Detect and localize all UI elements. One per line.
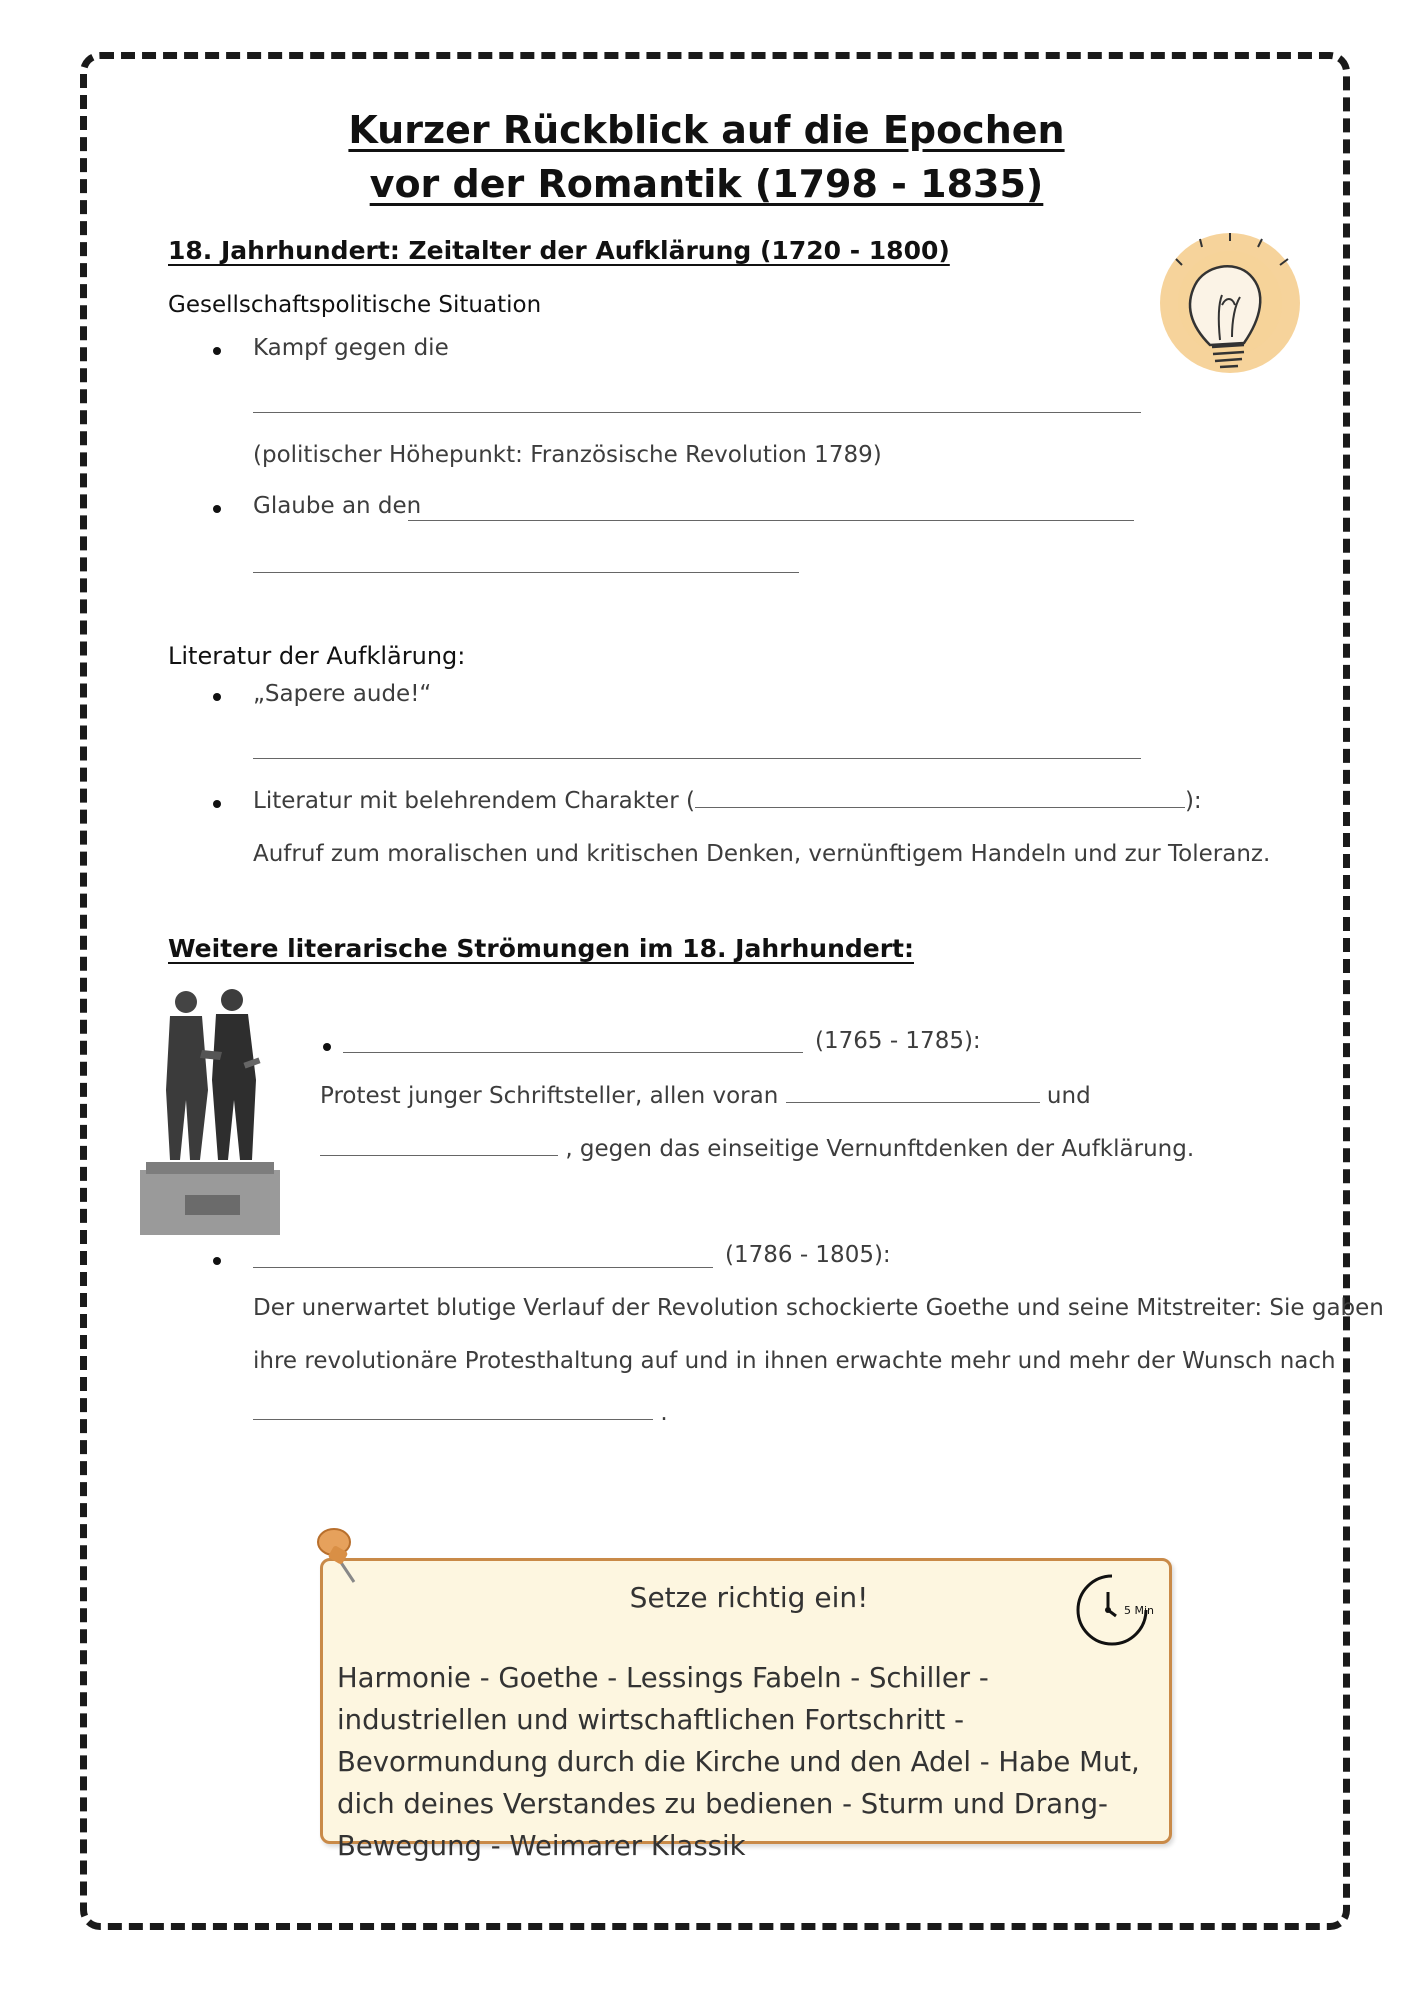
bullet (213, 505, 221, 513)
toleranz-line: Aufruf zum moralischen und kritischen Denken, vernünftigem Handeln und zur Toleranz. (253, 841, 1271, 867)
answer-blank[interactable] (253, 412, 1141, 413)
revolution-line: Der unerwartet blutige Verlauf der Revolution schockierte Goethe und seine Mitstreiter: Sie gaben (253, 1295, 1384, 1321)
vernunft-line: , gegen das einseitige Vernunftdenken der Aufklärung. (320, 1136, 1194, 1162)
page-title-line1: Kurzer Rückblick auf die Epochen (348, 108, 1065, 152)
page-title-line2: vor der Romantik (1798 - 1835) (369, 162, 1044, 206)
protest-line: Protest junger Schriftsteller, allen voran und (320, 1083, 1091, 1109)
word-bank-note (320, 1558, 1172, 1862)
bullet (213, 693, 221, 701)
bullet-glaube: Glaube an den (253, 493, 422, 519)
bullet-kampf: Kampf gegen die (253, 335, 449, 361)
section-heading-literatur: Literatur der Aufklärung: (168, 642, 466, 670)
bullet (323, 1043, 331, 1051)
answer-blank[interactable] (253, 1418, 653, 1420)
bullet (213, 1257, 221, 1265)
timer-icon (1068, 1570, 1158, 1648)
answer-blank[interactable] (408, 520, 1134, 521)
klassik-years: (1786 - 1805): (725, 1242, 891, 1268)
answer-blank[interactable] (695, 806, 1185, 808)
timer-label: 5 Min (1124, 1604, 1155, 1617)
goethe-schiller-statue-icon (140, 980, 280, 1235)
sturm-years: (1765 - 1785): (815, 1028, 981, 1054)
bullet (213, 800, 221, 808)
bullet-belehrend: Literatur mit belehrendem Charakter ( ): (253, 788, 1202, 814)
subheading-situation: Gesellschaftspolitische Situation (168, 292, 542, 318)
pushpin-icon (312, 1520, 372, 1590)
lightbulb-icon (1140, 225, 1320, 405)
bullet-sapere-aude: „Sapere aude!“ (253, 681, 432, 707)
answer-blank[interactable] (786, 1101, 1040, 1103)
answer-blank[interactable] (343, 1052, 803, 1053)
answer-blank[interactable] (253, 1267, 713, 1268)
answer-blank[interactable] (253, 758, 1141, 759)
harmonie-line: . (253, 1400, 668, 1426)
section-heading-aufklaerung: 18. Jahrhundert: Zeitalter der Aufklärung (1720 - 1800) (168, 236, 950, 265)
bullet (213, 347, 221, 355)
answer-blank[interactable] (253, 572, 799, 573)
task-title: Setze richtig ein! (629, 1581, 869, 1614)
section-heading-stroemungen: Weitere literarische Strömungen im 18. Jahrhundert: (168, 934, 914, 963)
revolution-note: (politischer Höhepunkt: Französische Revolution 1789) (253, 442, 882, 468)
word-bank-text: Harmonie - Goethe - Lessings Fabeln - Schiller - industriellen und wirtschaftlichen Fortschritt - Bevormundung durch die Kirche und den Adel - Habe Mut, dich deines Verstandes zu bedienen - Sturm und Drang-Bewegung - Weimarer Klassik (337, 1662, 1140, 1862)
wunsch-line: ihre revolutionäre Protesthaltung auf und in ihnen erwachte mehr und mehr der Wunsch nach (253, 1348, 1336, 1374)
answer-blank[interactable] (320, 1154, 558, 1156)
